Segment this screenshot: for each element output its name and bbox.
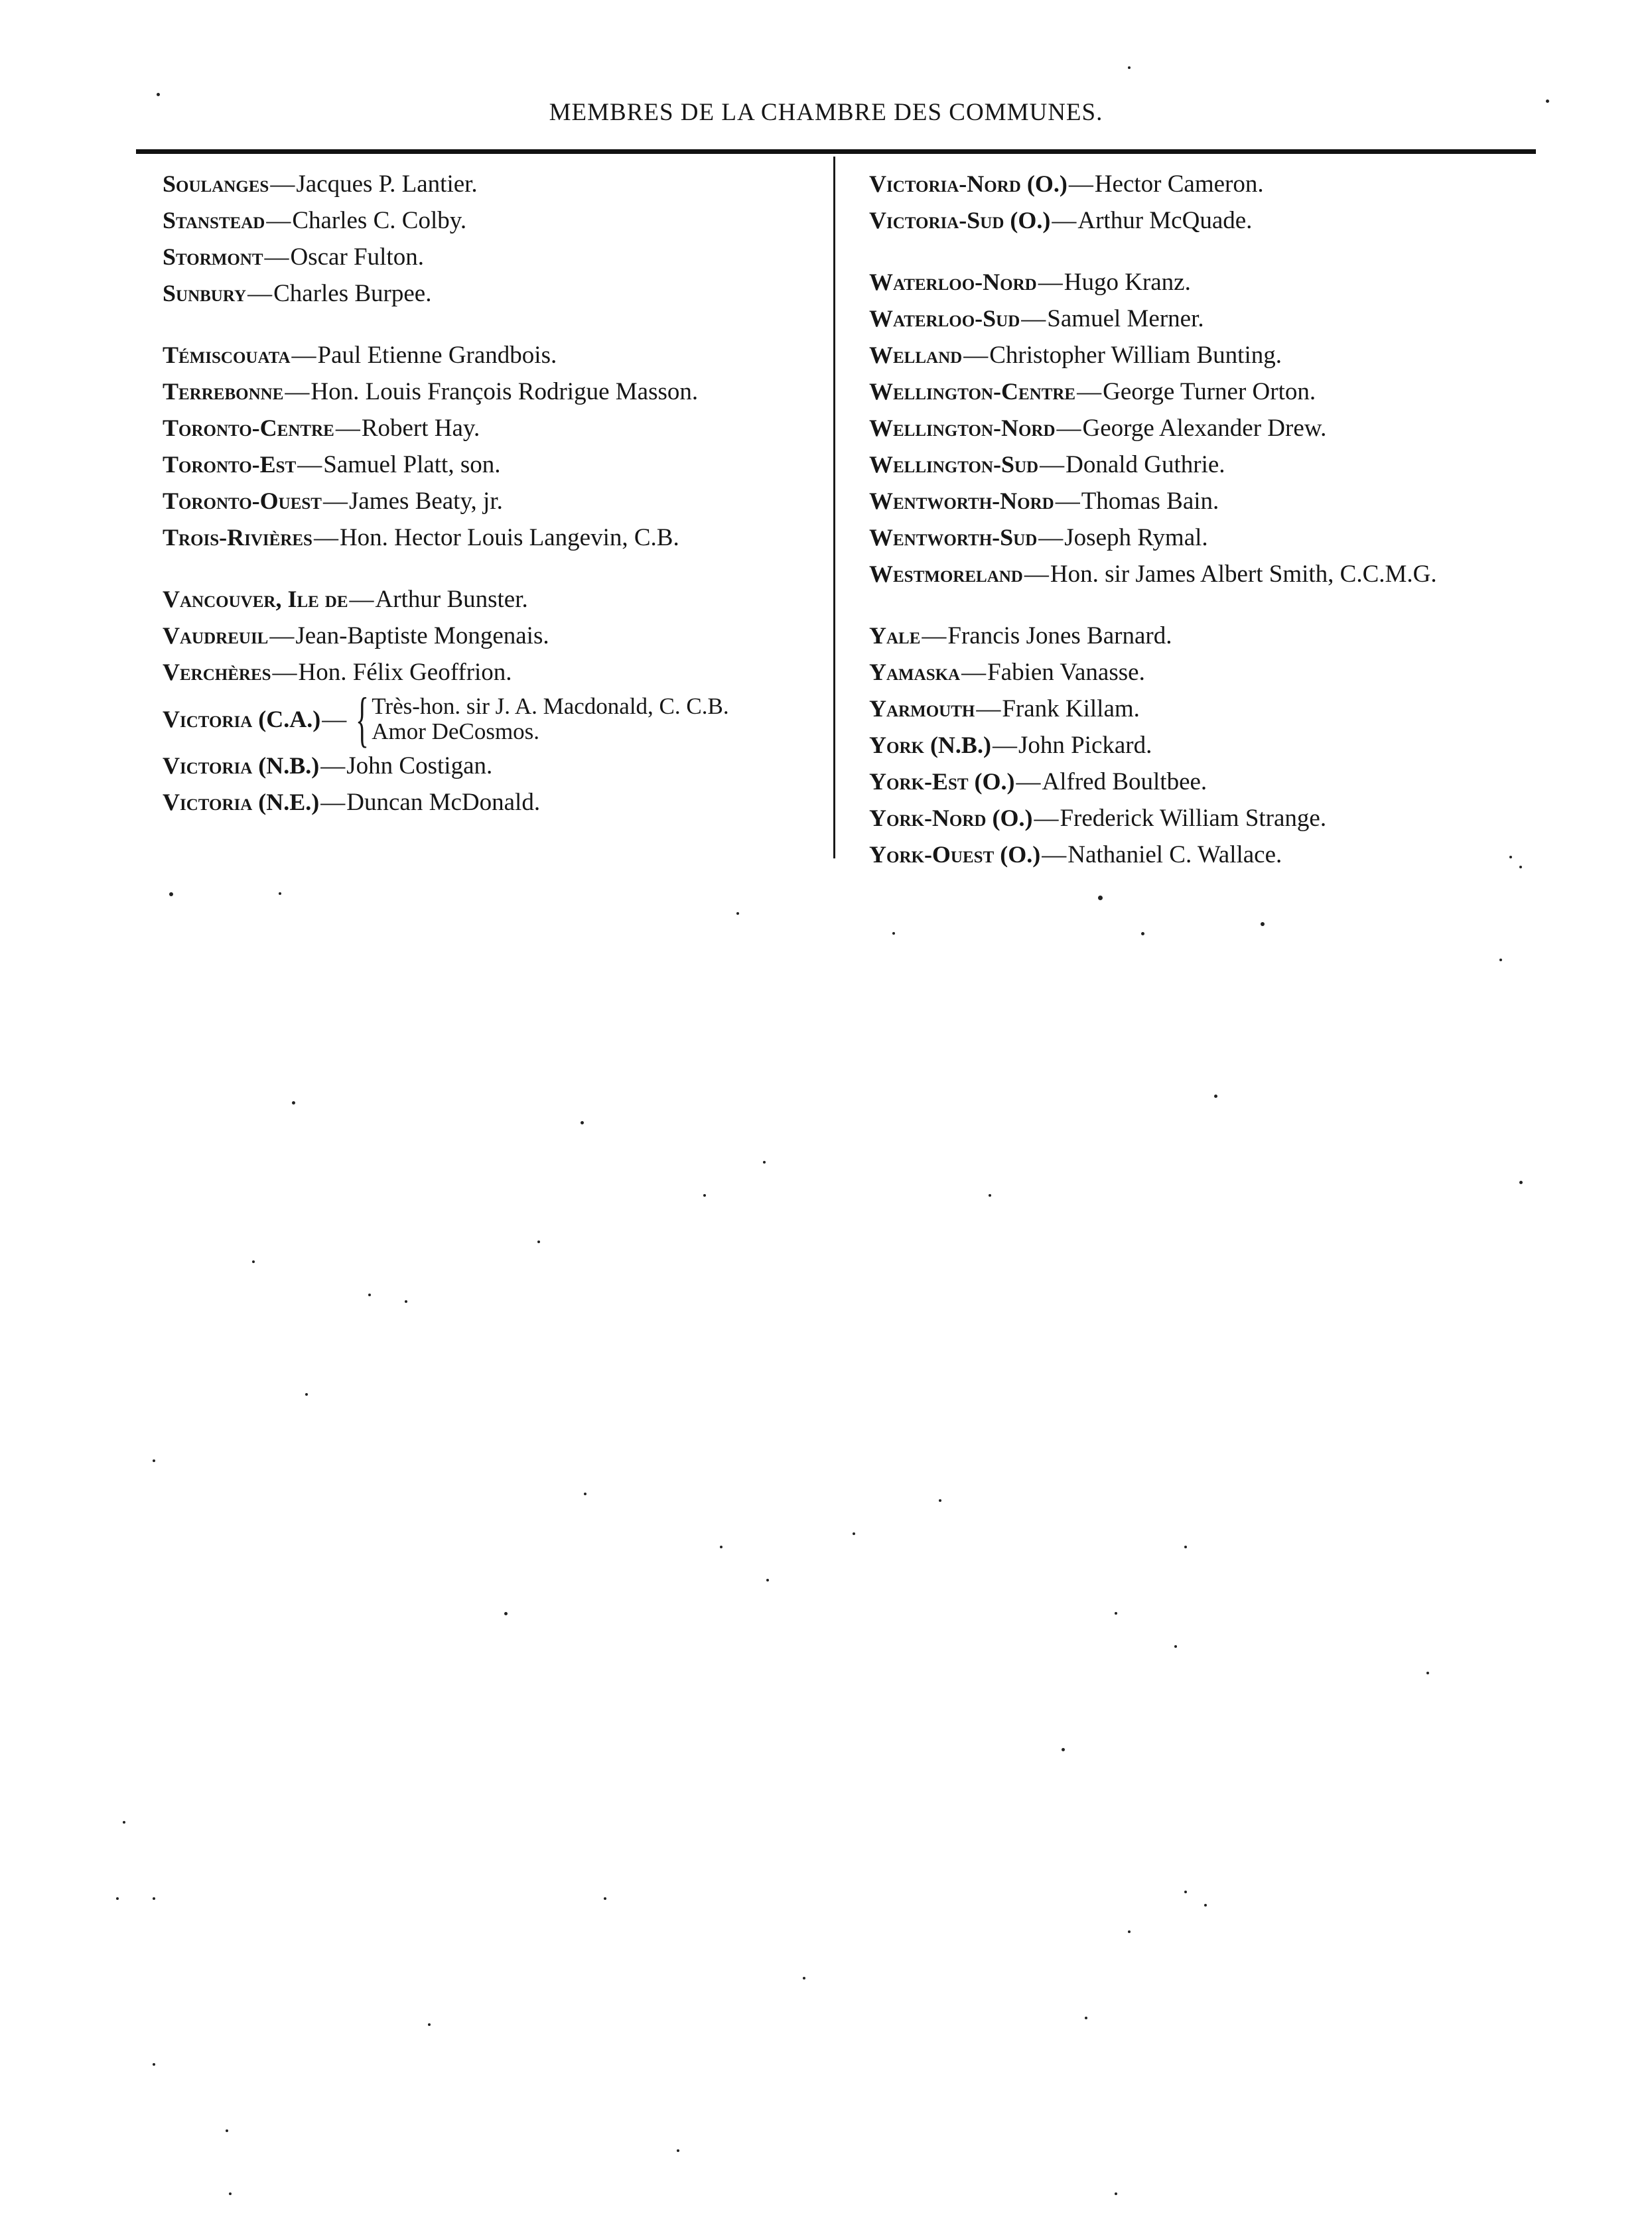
right-column bbox=[869, 166, 1546, 898]
speck bbox=[581, 1121, 584, 1124]
dash: — bbox=[1052, 207, 1077, 234]
member-entry bbox=[869, 410, 1546, 446]
speck bbox=[153, 2063, 155, 2066]
speck bbox=[504, 1612, 508, 1615]
member-entry bbox=[869, 800, 1546, 837]
speck bbox=[1062, 1748, 1065, 1751]
dash: — bbox=[313, 524, 338, 551]
dash: — bbox=[1016, 768, 1041, 795]
riding-name: Wellington-Sud bbox=[869, 451, 1039, 478]
dash: — bbox=[1056, 415, 1081, 442]
speck bbox=[677, 2149, 679, 2152]
dash: — bbox=[320, 789, 346, 816]
riding-name: Welland bbox=[869, 342, 963, 368]
riding-name: York (N.B.) bbox=[869, 732, 991, 758]
speck bbox=[720, 1546, 723, 1548]
member-name: Amor DeCosmos. bbox=[372, 718, 540, 744]
speck bbox=[703, 1194, 706, 1197]
entry-group bbox=[163, 337, 826, 556]
member-name: Joseph Rymal. bbox=[1064, 524, 1208, 551]
member-entry bbox=[163, 748, 826, 784]
speck bbox=[766, 1579, 769, 1581]
speck bbox=[292, 1101, 295, 1105]
member-entry bbox=[163, 239, 826, 275]
speck bbox=[1546, 100, 1549, 103]
dash: — bbox=[349, 586, 374, 613]
dash: — bbox=[1021, 305, 1046, 332]
speck bbox=[1261, 922, 1265, 926]
member-entry bbox=[869, 166, 1546, 202]
speck bbox=[1184, 1891, 1187, 1893]
speck bbox=[763, 1161, 766, 1164]
speck bbox=[1204, 1904, 1207, 1907]
speck bbox=[584, 1493, 586, 1495]
member-name: Jean-Baptiste Mongenais. bbox=[295, 622, 549, 649]
speck bbox=[604, 1897, 606, 1900]
speck bbox=[1519, 1181, 1523, 1184]
speck bbox=[153, 1459, 155, 1462]
member-name: Hon. Louis François Rodrigue Masson. bbox=[310, 378, 699, 405]
member-entry bbox=[163, 373, 826, 410]
speck bbox=[229, 2192, 232, 2195]
speck bbox=[153, 1897, 155, 1900]
member-name: Christopher William Bunting. bbox=[989, 342, 1282, 369]
riding-name: Trois-Rivières bbox=[163, 524, 312, 551]
dash: — bbox=[922, 622, 947, 649]
dash: — bbox=[1055, 488, 1080, 515]
member-name: Jacques P. Lantier. bbox=[296, 170, 478, 198]
entry-group bbox=[163, 166, 826, 312]
speck bbox=[1174, 1645, 1177, 1648]
member-entry bbox=[869, 337, 1546, 373]
member-entry bbox=[869, 691, 1546, 727]
member-name: Très-hon. sir J. A. Macdonald, C. C.B. bbox=[372, 693, 729, 719]
speck bbox=[1426, 1672, 1429, 1674]
speck bbox=[989, 1194, 991, 1197]
riding-name: Wentworth-Sud bbox=[869, 524, 1038, 551]
member-entry bbox=[163, 784, 826, 821]
dash: — bbox=[1068, 170, 1093, 198]
member-entry bbox=[869, 264, 1546, 301]
entry-group bbox=[869, 264, 1546, 592]
member-name: Thomas Bain. bbox=[1081, 488, 1219, 515]
member-name: Duncan McDonald. bbox=[346, 789, 541, 816]
speck bbox=[157, 93, 160, 96]
member-name: Arthur McQuade. bbox=[1077, 207, 1253, 234]
speck bbox=[1128, 66, 1131, 69]
member-names bbox=[372, 694, 728, 744]
member-name: Samuel Merner. bbox=[1047, 305, 1204, 332]
member-name: Oscar Fulton. bbox=[290, 243, 424, 271]
speck bbox=[116, 1897, 119, 1900]
speck bbox=[1519, 866, 1522, 868]
dash: — bbox=[285, 378, 310, 405]
member-name: Hugo Kranz. bbox=[1064, 269, 1191, 296]
speck bbox=[537, 1241, 540, 1243]
member-entry bbox=[163, 166, 826, 202]
speck bbox=[368, 1294, 371, 1296]
dash: — bbox=[1040, 451, 1065, 478]
riding-name: Verchères bbox=[163, 659, 271, 685]
speck bbox=[305, 1393, 308, 1396]
member-entry bbox=[163, 410, 826, 446]
dash: — bbox=[1038, 269, 1063, 296]
dash: — bbox=[297, 451, 322, 478]
riding-name: Waterloo-Nord bbox=[869, 269, 1037, 295]
dash: — bbox=[1038, 524, 1064, 551]
speck bbox=[252, 1260, 255, 1263]
member-name: Francis Jones Barnard. bbox=[947, 622, 1172, 649]
dash: — bbox=[992, 732, 1017, 759]
riding-name: Wellington-Nord bbox=[869, 415, 1056, 441]
dash: — bbox=[264, 243, 289, 271]
dash: — bbox=[1024, 561, 1049, 588]
riding-name: Yarmouth bbox=[869, 695, 975, 722]
riding-name: Victoria (N.E.) bbox=[163, 789, 320, 815]
entry-group bbox=[163, 581, 826, 821]
dash: — bbox=[322, 705, 347, 733]
speck bbox=[1499, 959, 1502, 961]
riding-name: Toronto-Centre bbox=[163, 415, 334, 441]
member-entry bbox=[869, 837, 1546, 873]
riding-name: Victoria-Nord (O.) bbox=[869, 170, 1067, 197]
member-name: Robert Hay. bbox=[361, 415, 480, 442]
speck bbox=[1085, 2017, 1087, 2019]
member-entry bbox=[163, 483, 826, 519]
left-column bbox=[163, 166, 826, 846]
riding-name: Toronto-Ouest bbox=[163, 488, 322, 514]
dash: — bbox=[961, 659, 987, 686]
entry-group bbox=[869, 166, 1546, 239]
speck bbox=[1115, 2192, 1117, 2195]
riding-name: York-Ouest (O.) bbox=[869, 841, 1041, 868]
speck bbox=[1128, 1930, 1131, 1933]
riding-name: Terrebonne bbox=[163, 378, 284, 405]
member-entry bbox=[869, 727, 1546, 764]
member-entry bbox=[163, 654, 826, 691]
member-name: John Costigan. bbox=[346, 752, 493, 779]
member-entry bbox=[869, 556, 1546, 592]
riding-name: York-Est (O.) bbox=[869, 768, 1015, 795]
riding-name: Victoria (N.B.) bbox=[163, 752, 320, 779]
riding-name: Sunbury bbox=[163, 280, 247, 306]
member-entry bbox=[869, 446, 1546, 483]
speck bbox=[405, 1300, 407, 1303]
member-name: Paul Etienne Grandbois. bbox=[317, 342, 557, 369]
member-name: Hon. Hector Louis Langevin, C.B. bbox=[339, 524, 679, 551]
riding-name: Victoria-Sud (O.) bbox=[869, 207, 1051, 234]
column-divider bbox=[833, 157, 835, 858]
riding-name: Wellington-Centre bbox=[869, 378, 1076, 405]
speck bbox=[1214, 1095, 1217, 1098]
member-entry bbox=[163, 202, 826, 239]
speck bbox=[279, 892, 281, 895]
entry-group bbox=[869, 618, 1546, 873]
member-name: Arthur Bunster. bbox=[375, 586, 528, 613]
member-name: James Beaty, jr. bbox=[348, 488, 503, 515]
riding-name: Yale bbox=[869, 622, 921, 649]
dash: — bbox=[269, 622, 295, 649]
riding-name: Westmoreland bbox=[869, 561, 1023, 587]
speck bbox=[1098, 896, 1103, 900]
speck bbox=[1115, 1612, 1117, 1615]
member-entry bbox=[163, 275, 826, 312]
dash: — bbox=[1077, 378, 1102, 405]
dash: — bbox=[335, 415, 360, 442]
member-name: George Alexander Drew. bbox=[1082, 415, 1327, 442]
dash: — bbox=[322, 488, 348, 515]
speck bbox=[1509, 856, 1512, 858]
member-entry bbox=[869, 202, 1546, 239]
riding-name: Soulanges bbox=[163, 170, 269, 197]
riding-name: Stormont bbox=[163, 243, 263, 270]
member-entry bbox=[163, 581, 826, 618]
member-entry bbox=[869, 764, 1546, 800]
riding-name: Toronto-Est bbox=[163, 451, 297, 478]
speck bbox=[736, 912, 739, 915]
member-entry bbox=[869, 618, 1546, 654]
speck bbox=[853, 1532, 855, 1535]
dash: — bbox=[1034, 805, 1059, 832]
member-name: Hon. sir James Albert Smith, C.C.M.G. bbox=[1050, 561, 1437, 588]
member-entry bbox=[163, 618, 826, 654]
dash: — bbox=[1042, 841, 1067, 868]
member-entry bbox=[869, 301, 1546, 337]
header-rule bbox=[136, 149, 1536, 154]
speck bbox=[226, 2129, 228, 2132]
dash: — bbox=[963, 342, 989, 369]
member-name: George Turner Orton. bbox=[1103, 378, 1316, 405]
member-entry bbox=[163, 685, 826, 753]
speck bbox=[939, 1499, 941, 1502]
riding-name: York-Nord (O.) bbox=[869, 805, 1033, 831]
speck bbox=[428, 2023, 431, 2026]
member-name: Nathaniel C. Wallace. bbox=[1067, 841, 1282, 868]
dash: — bbox=[976, 695, 1001, 722]
dash: — bbox=[291, 342, 316, 369]
member-entry bbox=[163, 519, 826, 556]
member-name: Charles Burpee. bbox=[273, 280, 432, 307]
member-entry bbox=[869, 483, 1546, 519]
member-name: Hon. Félix Geoffrion. bbox=[298, 659, 512, 686]
riding-name: Wentworth-Nord bbox=[869, 488, 1054, 514]
speck bbox=[1184, 1546, 1187, 1548]
riding-name: Yamaska bbox=[869, 659, 961, 685]
riding-name: Stanstead bbox=[163, 207, 265, 234]
riding-name: Témiscouata bbox=[163, 342, 291, 368]
speck bbox=[169, 892, 173, 896]
riding-name: Victoria (C.A.) bbox=[163, 705, 321, 732]
member-name: Frank Killam. bbox=[1002, 695, 1140, 722]
speck bbox=[892, 932, 895, 935]
member-name: Alfred Boultbee. bbox=[1042, 768, 1207, 795]
member-name: Samuel Platt, son. bbox=[323, 451, 501, 478]
member-name: Fabien Vanasse. bbox=[987, 659, 1145, 686]
member-entry bbox=[869, 519, 1546, 556]
dash: — bbox=[272, 659, 297, 686]
member-name: Charles C. Colby. bbox=[292, 207, 467, 234]
member-entry bbox=[163, 337, 826, 373]
member-name: John Pickard. bbox=[1018, 732, 1152, 759]
member-entry bbox=[869, 373, 1546, 410]
page-title: MEMBRES DE LA CHAMBRE DES COMMUNES. bbox=[549, 99, 1103, 126]
dash: — bbox=[270, 170, 295, 198]
member-entry bbox=[163, 446, 826, 483]
riding-name: Vaudreuil bbox=[163, 622, 269, 649]
dash: — bbox=[266, 207, 291, 234]
speck bbox=[1141, 932, 1144, 935]
member-name: Frederick William Strange. bbox=[1060, 805, 1327, 832]
member-name: Donald Guthrie. bbox=[1066, 451, 1225, 478]
brace: { bbox=[356, 685, 370, 753]
dash: — bbox=[247, 280, 273, 307]
speck bbox=[123, 1821, 125, 1824]
riding-name: Vancouver, Ile de bbox=[163, 586, 348, 612]
speck bbox=[803, 1977, 805, 1980]
riding-name: Waterloo-Sud bbox=[869, 305, 1020, 332]
member-name: Hector Cameron. bbox=[1094, 170, 1264, 198]
member-entry bbox=[869, 654, 1546, 691]
dash: — bbox=[320, 752, 346, 779]
